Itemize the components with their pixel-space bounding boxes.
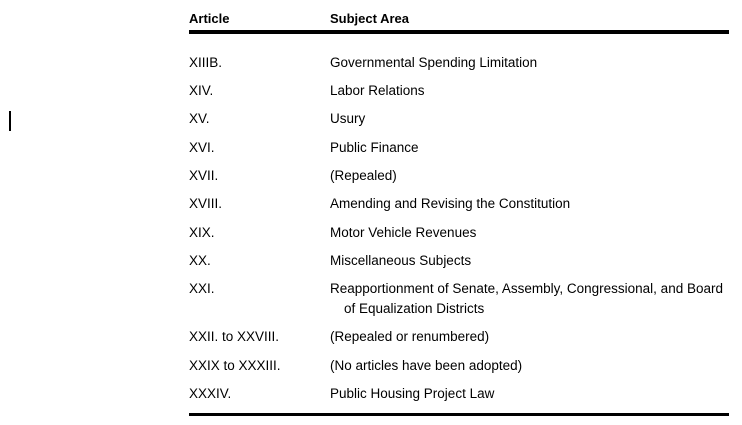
subject-cell: (Repealed) [330, 168, 397, 183]
subject-cell: Motor Vehicle Revenues [330, 225, 477, 240]
article-cell: XIV. [189, 83, 214, 98]
article-cell: XV. [189, 111, 210, 126]
article-cell: XVIII. [189, 196, 223, 211]
article-cell: XXXIV. [189, 386, 232, 401]
subject-cell: (Repealed or renumbered) [330, 329, 490, 344]
article-cell: XVII. [189, 168, 219, 183]
article-cell: XVI. [189, 140, 215, 155]
footer-rule [189, 413, 729, 416]
article-cell: XXIX to XXXIII. [189, 358, 281, 373]
header-subject-area: Subject Area [330, 11, 409, 26]
subject-cell: Public Finance [330, 140, 419, 155]
article-cell: XXI. [189, 281, 215, 296]
subject-cell-line-1: Reapportionment of Senate, Assembly, Congressional, and Board [330, 281, 723, 296]
subject-cell [330, 279, 740, 319]
subject-cell: (No articles have been adopted) [330, 358, 523, 373]
article-cell: XXII. to XXVIII. [189, 329, 280, 344]
subject-cell: Labor Relations [330, 83, 425, 98]
header-rule [189, 30, 729, 34]
subject-cell: Usury [330, 111, 366, 126]
subject-cell: Amending and Revising the Constitution [330, 196, 571, 211]
article-cell: XX. [189, 253, 211, 268]
article-cell: XIIIB. [189, 55, 223, 70]
subject-cell: Governmental Spending Limitation [330, 55, 538, 70]
text-cursor [9, 111, 11, 131]
subject-cell: Public Housing Project Law [330, 386, 495, 401]
subject-cell: Miscellaneous Subjects [330, 253, 472, 268]
article-cell: XIX. [189, 225, 215, 240]
subject-cell-line-2: of Equalization Districts [344, 301, 485, 316]
header-article: Article [189, 11, 230, 26]
